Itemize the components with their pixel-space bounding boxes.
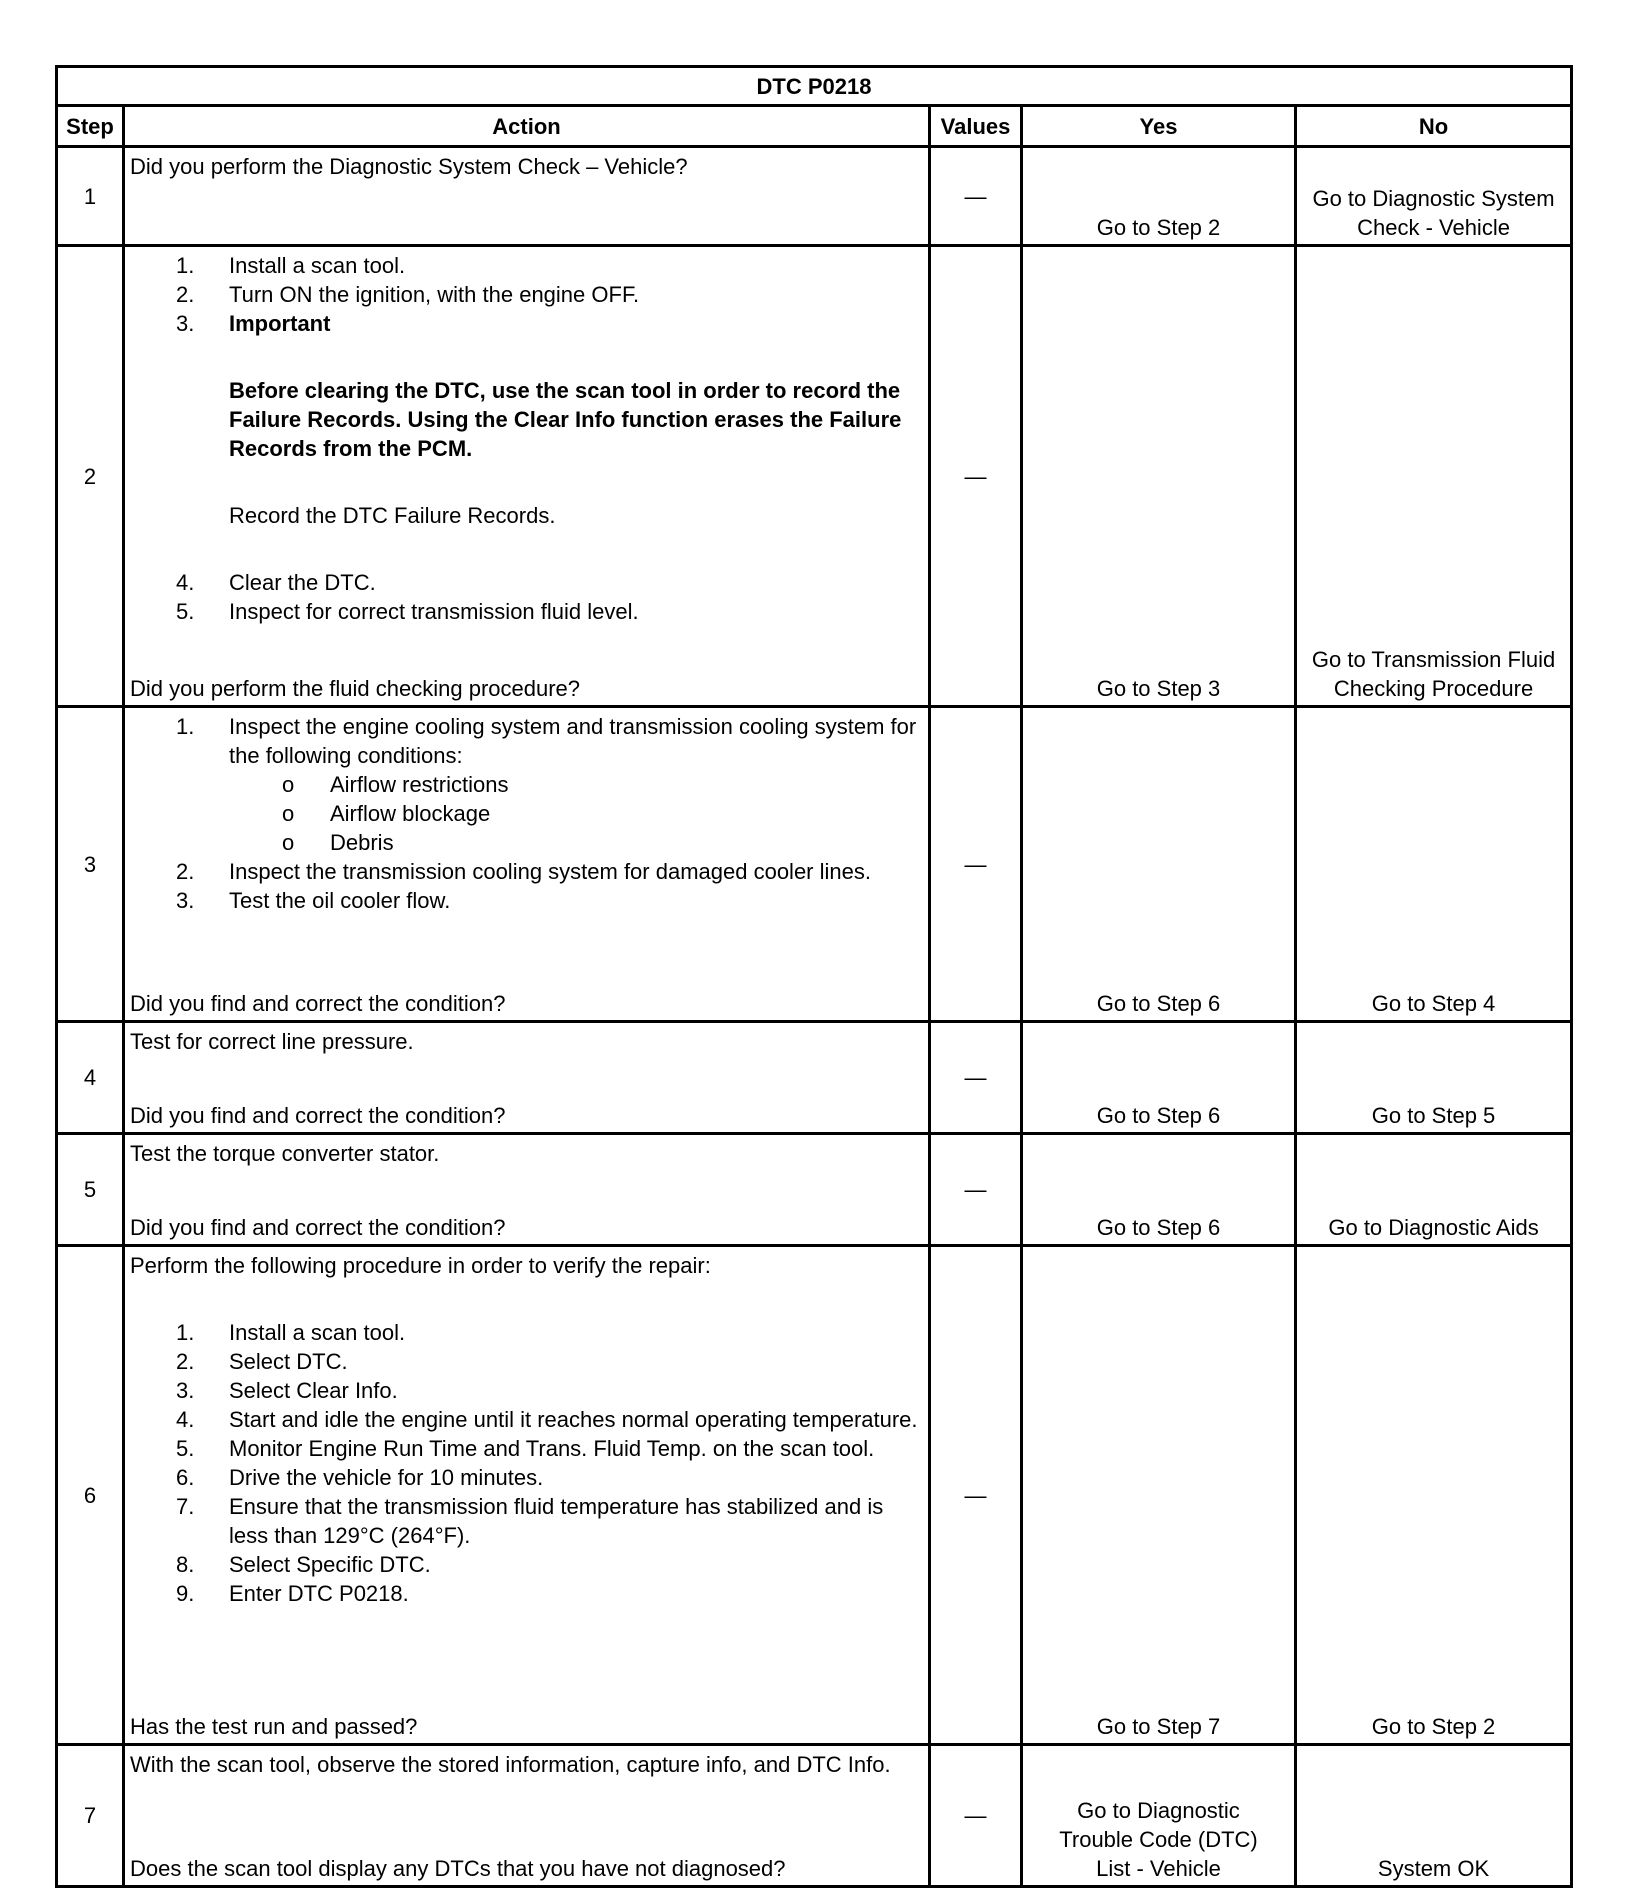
question: Has the test run and passed?: [130, 1714, 418, 1739]
verify-list: [130, 1318, 924, 1608]
question: Did you perform the fluid checking procedure?: [130, 676, 581, 701]
list-item: 3. Select Clear Info.: [176, 1378, 398, 1403]
bullet-item: o Debris: [282, 830, 394, 855]
important-note: Before clearing the DTC, use the scan tool in order to record the Failure Records. Using the Clear Info function erases the Failure Records from the PCM.: [229, 378, 902, 461]
condition-list: [130, 770, 924, 857]
bullet-item: o Airflow blockage: [282, 801, 491, 826]
values-dash: —: [930, 246, 1022, 707]
yes-link[interactable]: Go to Step 3: [1022, 246, 1296, 707]
yes-link[interactable]: Go to Step 6: [1022, 1022, 1296, 1134]
yes-link[interactable]: Go to Diagnostic Trouble Code (DTC) List - Vehicle: [1022, 1745, 1296, 1887]
no-link[interactable]: Go to Step 2: [1296, 1246, 1572, 1745]
step-number: 7: [57, 1745, 124, 1887]
header-action: Action: [124, 106, 930, 147]
list-item: 3. Test the oil cooler flow.: [176, 888, 451, 913]
table-row: [57, 1134, 1572, 1246]
list-item: 6. Drive the vehicle for 10 minutes.: [176, 1465, 544, 1490]
step-list: [130, 251, 924, 338]
no-link[interactable]: Go to Diagnostic System Check - Vehicle: [1296, 147, 1572, 246]
dtc-table: [55, 65, 1573, 1888]
list-item: 5. Monitor Engine Run Time and Trans. Fluid Temp. on the scan tool.: [176, 1436, 875, 1461]
no-link[interactable]: Go to Step 4: [1296, 707, 1572, 1022]
action-text: Test the torque converter stator.: [130, 1141, 440, 1166]
action-text: Test for correct line pressure.: [130, 1029, 414, 1054]
list-item: 3. Important: [176, 311, 331, 336]
no-link[interactable]: Go to Step 5: [1296, 1022, 1572, 1134]
yes-link[interactable]: Go to Step 7: [1022, 1246, 1296, 1745]
no-link[interactable]: Go to Diagnostic Aids: [1296, 1134, 1572, 1246]
table-row: [57, 1246, 1572, 1745]
header-values: Values: [930, 106, 1022, 147]
list-item: 4. Start and idle the engine until it reaches normal operating temperature.: [176, 1407, 918, 1432]
list-item: 5. Inspect for correct transmission fluid level.: [176, 599, 639, 624]
step-number: 2: [57, 246, 124, 707]
list-item: 8. Select Specific DTC.: [176, 1552, 431, 1577]
list-item: 7. Ensure that the transmission fluid temperature has stabilized and is less than 129°C (264°F).: [176, 1494, 884, 1548]
values-dash: —: [930, 1022, 1022, 1134]
header-yes: Yes: [1022, 106, 1296, 147]
question: Did you find and correct the condition?: [130, 1103, 506, 1128]
step-number: 1: [57, 147, 124, 246]
no-link: System OK: [1296, 1745, 1572, 1887]
question: Did you find and correct the condition?: [130, 1215, 506, 1240]
yes-link[interactable]: Go to Step 6: [1022, 707, 1296, 1022]
values-dash: —: [930, 1134, 1022, 1246]
values-dash: —: [930, 1745, 1022, 1887]
list-item: 2. Inspect the transmission cooling system for damaged cooler lines.: [176, 859, 871, 884]
bullet-item: o Airflow restrictions: [282, 772, 509, 797]
table-row: [57, 1022, 1572, 1134]
step-number: 3: [57, 707, 124, 1022]
header-step: Step: [57, 106, 124, 147]
action-text: Did you perform the Diagnostic System Check – Vehicle?: [130, 154, 688, 179]
yes-link[interactable]: Go to Step 2: [1022, 147, 1296, 246]
yes-link[interactable]: Go to Step 6: [1022, 1134, 1296, 1246]
record-instruction: Record the DTC Failure Records.: [229, 503, 556, 528]
table-row: [57, 707, 1572, 1022]
table-row: [57, 1745, 1572, 1887]
values-dash: —: [930, 707, 1022, 1022]
header-no: No: [1296, 106, 1572, 147]
list-item: 1. Install a scan tool.: [176, 253, 406, 278]
list-item: 1. Install a scan tool.: [176, 1320, 406, 1345]
step-list: [130, 568, 924, 626]
list-item: 2. Select DTC.: [176, 1349, 348, 1374]
list-item: 1. Inspect the engine cooling system and transmission cooling system for the following conditions: o Airflow restrictions o Airflow blockage o Debris: [130, 712, 924, 857]
step-list: [130, 712, 924, 915]
step-number: 5: [57, 1134, 124, 1246]
table-row: [57, 246, 1572, 707]
no-link[interactable]: Go to Transmission Fluid Checking Procedure: [1296, 246, 1572, 707]
step-number: 6: [57, 1246, 124, 1745]
table-title: DTC P0218: [57, 67, 1572, 106]
question: Does the scan tool display any DTCs that you have not diagnosed?: [130, 1856, 786, 1881]
question: Did you find and correct the condition?: [130, 991, 506, 1016]
step-number: 4: [57, 1022, 124, 1134]
table-row: [57, 147, 1572, 246]
list-item: 2. Turn ON the ignition, with the engine OFF.: [176, 282, 640, 307]
action-text: Perform the following procedure in order to verify the repair:: [130, 1253, 711, 1278]
list-item: 4. Clear the DTC.: [176, 570, 376, 595]
values-dash: —: [930, 1246, 1022, 1745]
list-item: 9. Enter DTC P0218.: [176, 1581, 409, 1606]
action-text: With the scan tool, observe the stored information, capture info, and DTC Info.: [130, 1752, 891, 1777]
values-dash: —: [930, 147, 1022, 246]
